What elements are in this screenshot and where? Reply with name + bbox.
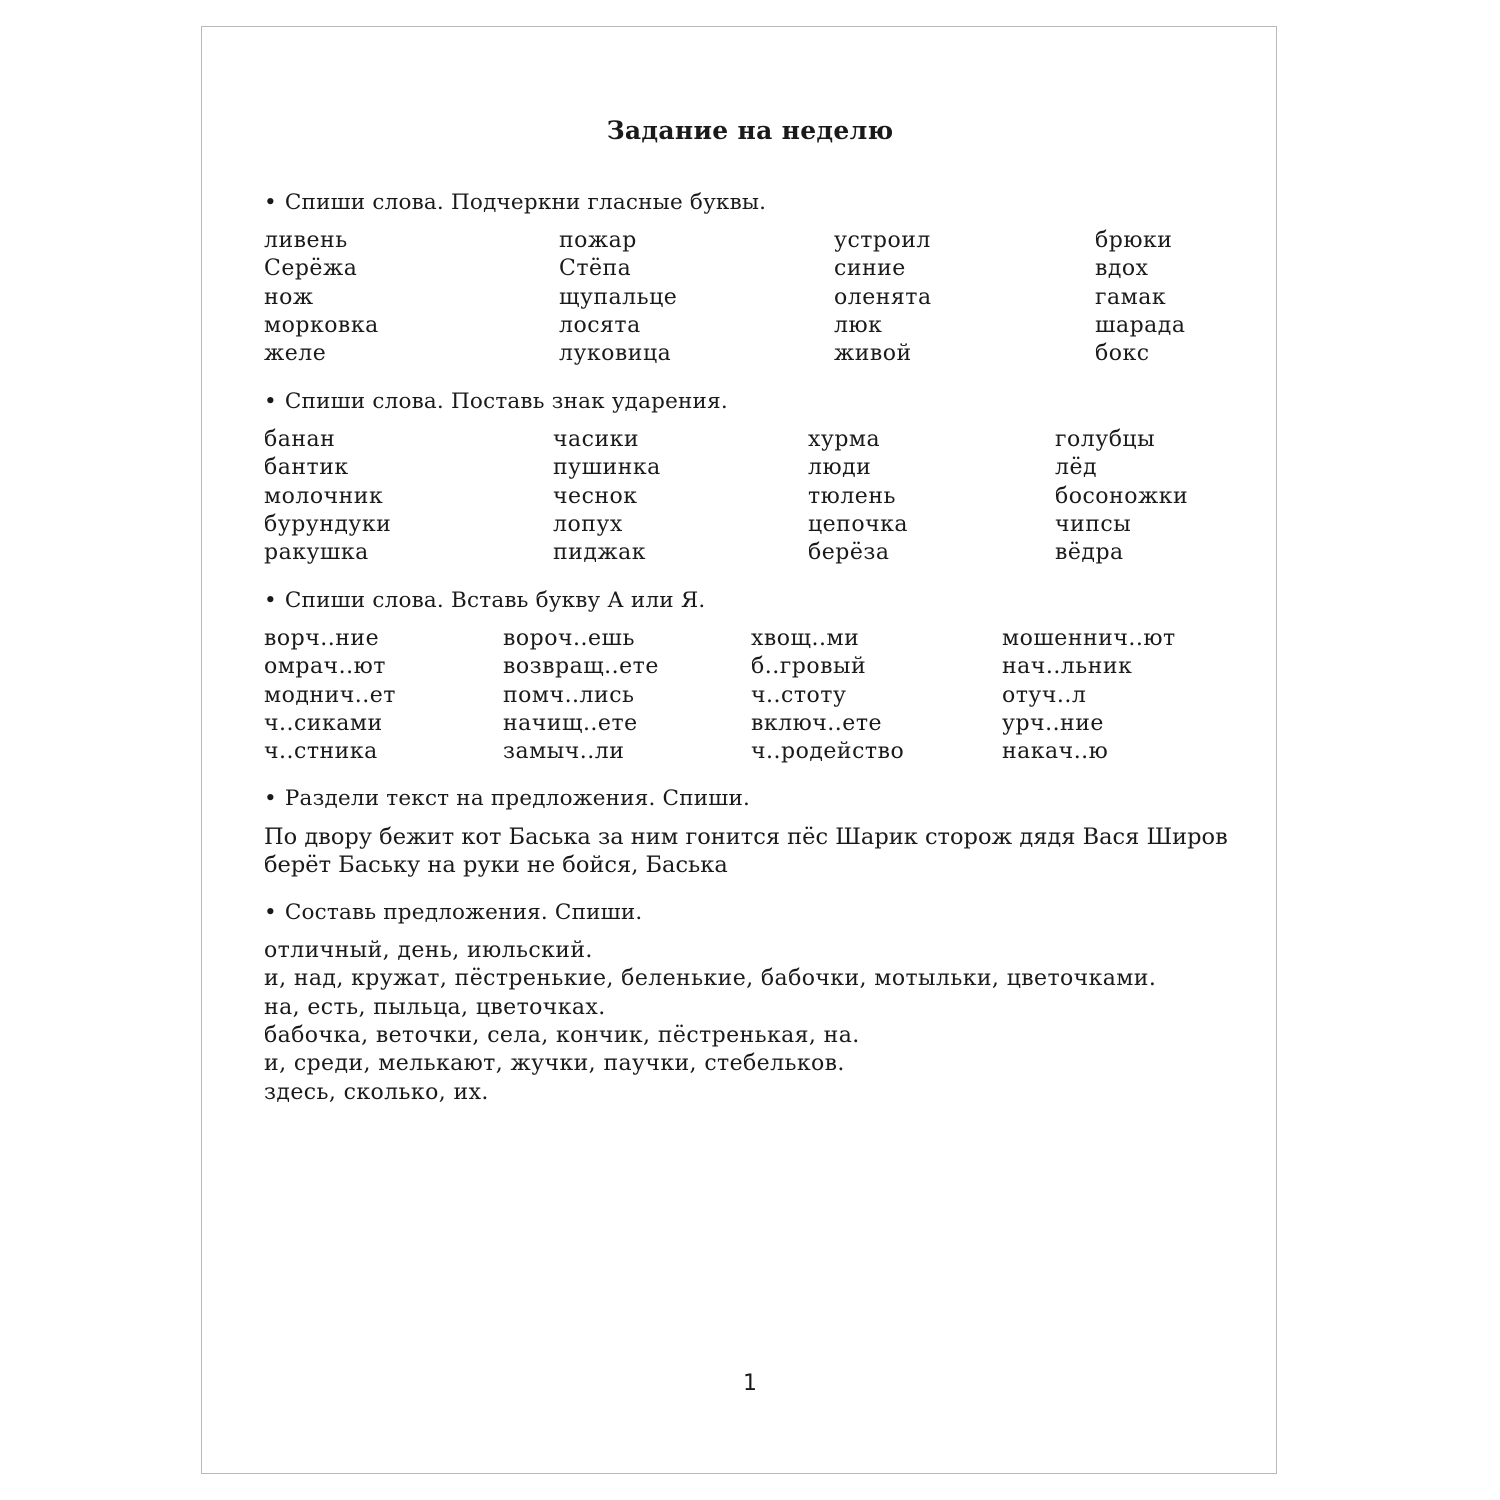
bullet: • [264, 786, 277, 811]
word: лёд [1055, 455, 1098, 480]
word: Стёпа [559, 256, 632, 281]
word: морковка [264, 313, 379, 338]
word: синие [834, 256, 906, 281]
word: бантик [264, 455, 349, 480]
word: лопух [553, 512, 623, 537]
word: нож [264, 285, 314, 310]
page-title: Задание на неделю [606, 116, 894, 145]
sentence-line: на, есть, пыльца, цветочках. [264, 995, 606, 1020]
word: пожар [559, 228, 637, 253]
word: бурундуки [264, 512, 392, 537]
word: включ..ете [751, 711, 883, 736]
word: возвращ..ете [503, 654, 659, 679]
word: шарада [1095, 313, 1186, 338]
page-number: 1 [743, 1371, 757, 1396]
sentence-line: и, над, кружат, пёстренькие, беленькие, бабочки, мотыльки, цветочками. [264, 966, 1157, 991]
word: желе [264, 341, 327, 366]
word: тюлень [808, 484, 896, 509]
word: щупальце [559, 285, 678, 310]
word: урч..ние [1002, 711, 1104, 736]
word: мошеннич..ют [1002, 626, 1176, 651]
word: люк [834, 313, 883, 338]
word: моднич..ет [264, 683, 396, 708]
task-5-instruction: • Составь предложения. Спиши. [264, 900, 643, 925]
word: устроил [834, 228, 931, 253]
word: вороч..ешь [503, 626, 635, 651]
word: босоножки [1055, 484, 1189, 509]
text-line: берёт Баську на руки не бойся, Баська [264, 852, 728, 878]
sentence-line: отличный, день, июльский. [264, 938, 593, 963]
word: ч..стоту [751, 683, 847, 708]
word: накач..ю [1002, 739, 1109, 764]
word: голубцы [1055, 427, 1156, 452]
word: пушинка [553, 455, 661, 480]
word: хурма [808, 427, 881, 452]
sentence-line: бабочка, веточки, села, кончик, пёстренькая, на. [264, 1023, 860, 1048]
task-4-instruction: • Раздели текст на предложения. Спиши. [264, 786, 751, 811]
word: живой [834, 341, 912, 366]
word: молочник [264, 484, 384, 509]
word: банан [264, 427, 336, 452]
word: нач..льник [1002, 654, 1133, 679]
task-2-instruction: • Спиши слова. Поставь знак ударения. [264, 389, 728, 414]
word: вдох [1095, 256, 1149, 281]
word: цепочка [808, 512, 908, 537]
word: ракушка [264, 540, 369, 565]
word: ч..стника [264, 739, 378, 764]
word: чеснок [553, 484, 638, 509]
word: хвощ..ми [751, 626, 860, 651]
word: замыч..ли [503, 739, 625, 764]
sentence-line: и, среди, мелькают, жучки, паучки, стебельков. [264, 1051, 845, 1076]
word: лосята [559, 313, 641, 338]
word: луковица [559, 341, 672, 366]
word: ворч..ние [264, 626, 380, 651]
task-1-instruction: • Спиши слова. Подчеркни гласные буквы. [264, 190, 767, 215]
word: люди [808, 455, 872, 480]
word: берёза [808, 540, 890, 565]
word: ч..родейство [751, 739, 905, 764]
word: помч..лись [503, 683, 635, 708]
word: ч..сиками [264, 711, 383, 736]
bullet: • [264, 389, 277, 414]
word: чипсы [1055, 512, 1132, 537]
text-line: По двору бежит кот Баська за ним гонится пёс Шарик сторож дядя Вася Широв [264, 824, 1228, 850]
word: б..гровый [751, 654, 867, 679]
task-3-instruction: • Спиши слова. Вставь букву А или Я. [264, 588, 706, 613]
word: гамак [1095, 285, 1167, 310]
bullet: • [264, 900, 277, 925]
bullet: • [264, 588, 277, 613]
word: омрач..ют [264, 654, 386, 679]
word: отуч..л [1002, 683, 1087, 708]
word: бокс [1095, 341, 1150, 366]
sentence-line: здесь, сколько, их. [264, 1080, 489, 1105]
word: оленята [834, 285, 932, 310]
bullet: • [264, 190, 277, 215]
word: Серёжа [264, 256, 358, 281]
word: вёдра [1055, 540, 1124, 565]
word: брюки [1095, 228, 1173, 253]
word: часики [553, 427, 640, 452]
word: начищ..ете [503, 711, 638, 736]
word: пиджак [553, 540, 646, 565]
word: ливень [264, 228, 348, 253]
